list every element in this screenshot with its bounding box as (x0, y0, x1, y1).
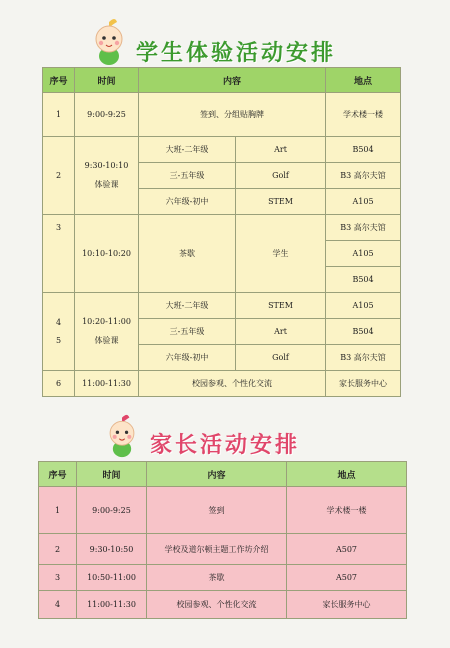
cell-no: 1 (43, 93, 75, 137)
header-time: 时间 (75, 68, 139, 93)
cell-no: 3 (39, 565, 77, 591)
cell-time: 9:30-10:10 体验课 (75, 137, 139, 215)
cell-place: B504 (326, 137, 401, 163)
cell-course: Golf (236, 163, 326, 189)
cell-place: B3 高尔夫馆 (326, 163, 401, 189)
cell-course: Art (236, 319, 326, 345)
cell-grade: 六年级-初中 (139, 189, 236, 215)
cell-time: 9:00-9:25 (77, 487, 147, 534)
table-row (39, 591, 407, 619)
cell-content: 茶歇 (139, 215, 236, 293)
table-row (43, 371, 401, 397)
cell-time: 11:00-11:30 (77, 591, 147, 619)
cell-place: A105 (326, 293, 401, 319)
header-content: 内容 (139, 68, 326, 93)
cell-content: 校园参观、个性化交流 (139, 371, 326, 397)
table-row (39, 534, 407, 565)
cell-place: A507 (287, 534, 407, 565)
cell-place: 家长服务中心 (326, 371, 401, 397)
cell-no: 4 5 (43, 293, 75, 371)
student-schedule-table (42, 67, 401, 397)
cell-place: 学术楼一楼 (287, 487, 407, 534)
cell-grade: 六年级-初中 (139, 345, 236, 371)
table-row (39, 565, 407, 591)
cell-place: A105 (326, 241, 401, 267)
header-place: 地点 (287, 462, 407, 487)
cell-content: 学校及道尔顿主题工作坊介绍 (147, 534, 287, 565)
table-header-row (43, 68, 401, 93)
cell-time: 10:20-11:00 体验课 (75, 293, 139, 371)
cell-course: Art (236, 137, 326, 163)
cell-no: 6 (43, 371, 75, 397)
cell-place: B3 高尔夫馆 (326, 345, 401, 371)
cell-time: 9:00-9:25 (75, 93, 139, 137)
mascot-icon (86, 18, 132, 66)
table-row (43, 137, 401, 163)
cell-time: 10:50-11:00 (77, 565, 147, 591)
cell-no: 3 (43, 215, 75, 293)
header-time: 时间 (77, 462, 147, 487)
student-title: 学生体验活动安排 (136, 41, 337, 66)
table-header-row (39, 462, 407, 487)
cell-no: 1 (39, 487, 77, 534)
cell-course: STEM (236, 189, 326, 215)
cell-course: Golf (236, 345, 326, 371)
cell-no: 4 (39, 591, 77, 619)
parent-title: 家长活动安排 (150, 433, 301, 458)
table-row (43, 215, 401, 241)
table-row (43, 93, 401, 137)
cell-content: 签到 (147, 487, 287, 534)
header-place: 地点 (326, 68, 401, 93)
header-no: 序号 (43, 68, 75, 93)
cell-place: 学术楼一楼 (326, 93, 401, 137)
cell-content: 校园参观、个性化交流 (147, 591, 287, 619)
cell-content: 茶歇 (147, 565, 287, 591)
cell-place: 家长服务中心 (287, 591, 407, 619)
header-content: 内容 (147, 462, 287, 487)
cell-course: STEM (236, 293, 326, 319)
cell-place: B504 (326, 319, 401, 345)
table-row (39, 487, 407, 534)
header-no: 序号 (39, 462, 77, 487)
cell-place: A105 (326, 189, 401, 215)
cell-grade: 大班-二年级 (139, 293, 236, 319)
cell-grade: 三-五年级 (139, 163, 236, 189)
cell-who: 学生 (236, 215, 326, 293)
cell-content: 签到、分组贴胸牌 (139, 93, 326, 137)
parent-schedule-table (38, 461, 407, 619)
cell-time: 11:00-11:30 (75, 371, 139, 397)
cell-time: 10:10-10:20 (75, 215, 139, 293)
cell-grade: 大班-二年级 (139, 137, 236, 163)
table-row (43, 293, 401, 319)
mascot-icon (100, 414, 144, 458)
cell-place: B3 高尔夫馆 (326, 215, 401, 241)
cell-place: B504 (326, 267, 401, 293)
cell-no: 2 (39, 534, 77, 565)
cell-no: 2 (43, 137, 75, 215)
cell-time: 9:30-10:50 (77, 534, 147, 565)
cell-grade: 三-五年级 (139, 319, 236, 345)
cell-place: A507 (287, 565, 407, 591)
